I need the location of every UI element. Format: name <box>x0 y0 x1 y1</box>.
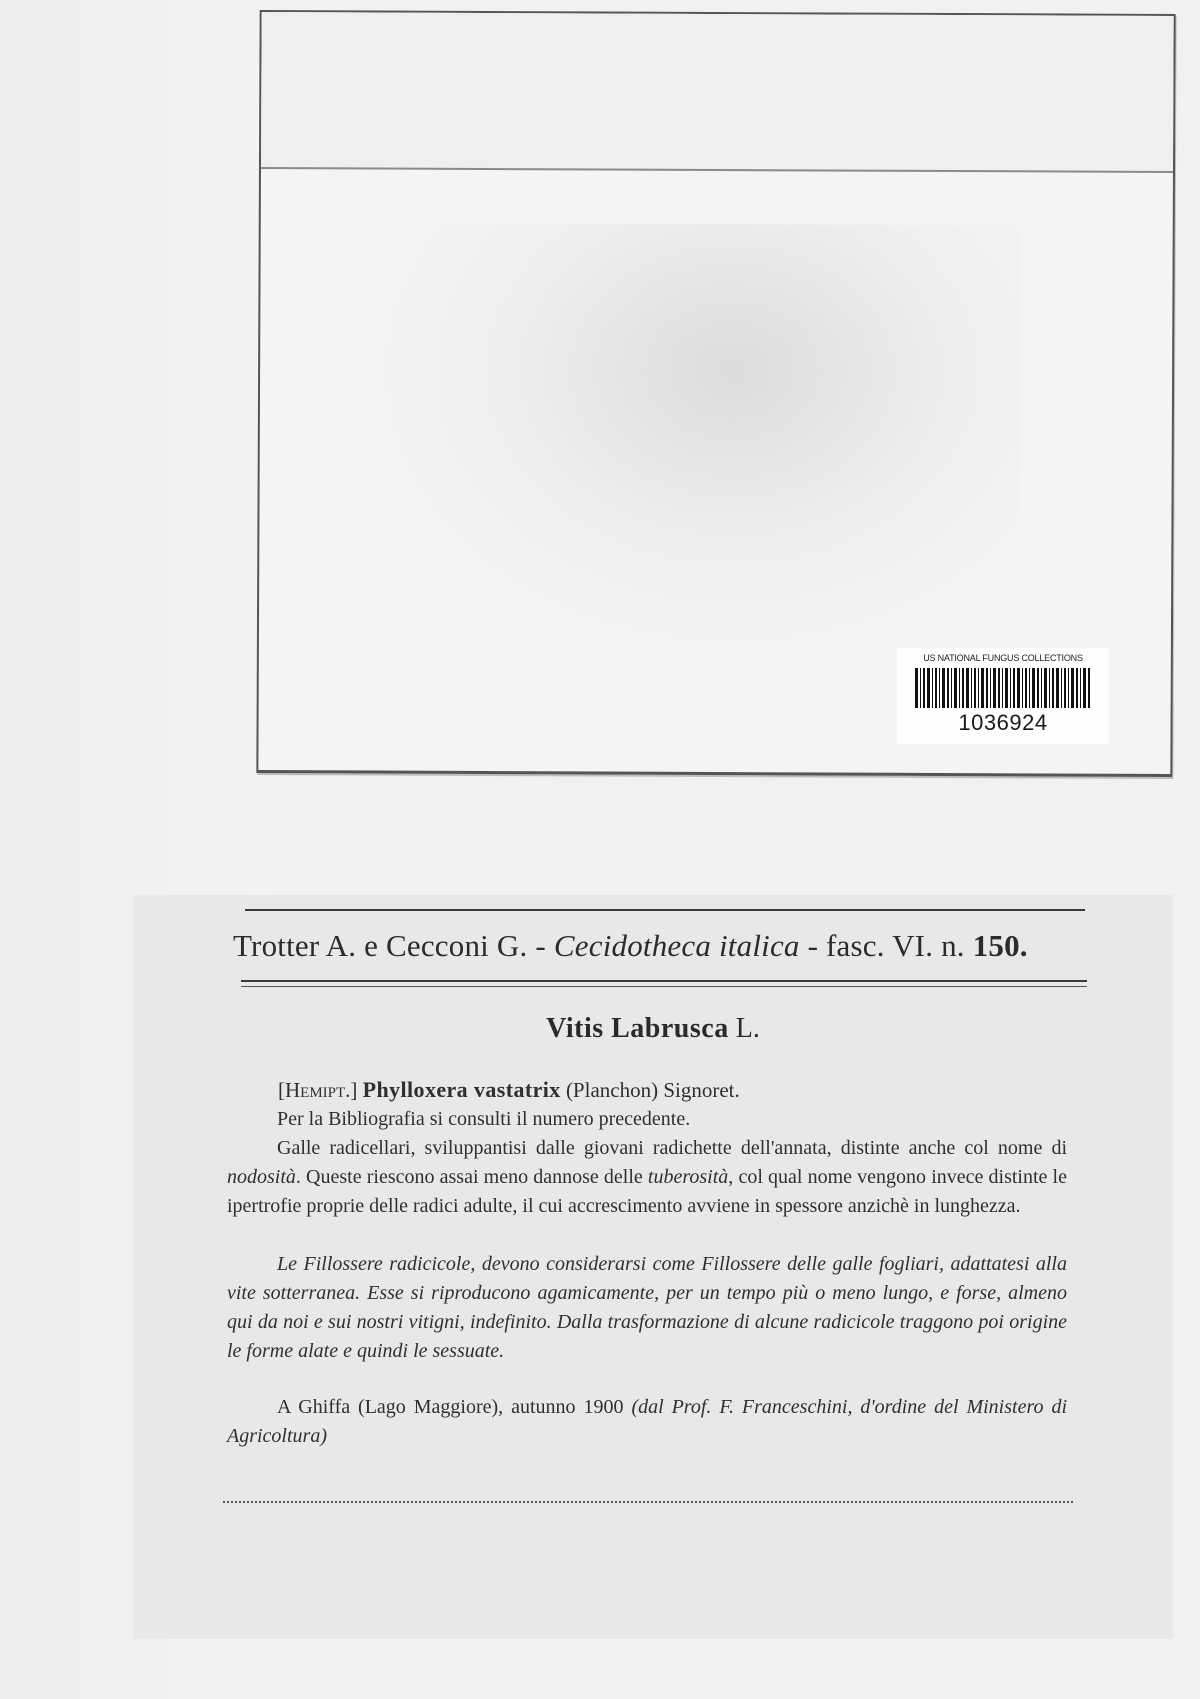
printed-label <box>133 895 1173 1639</box>
description-term: tuberosità <box>647 1166 729 1188</box>
host-authority: L. <box>735 1013 760 1044</box>
parasite-line <box>278 1075 1078 1105</box>
header-series: Cecidotheca italica <box>553 928 800 963</box>
catalog-number: 1036924 <box>958 710 1048 735</box>
collection-name: US NATIONAL FUNGUS COLLECTIONS <box>923 653 1083 663</box>
collection-locality <box>227 1393 1067 1451</box>
parasite-order: [Hemipt.] <box>278 1078 358 1102</box>
description-text: Galle radicellari, sviluppantisi dalle giovani radichette dell'annata, distinte anche col nome di <box>277 1137 1067 1159</box>
header-number: 150. <box>972 928 1028 963</box>
specimen-stain <box>379 223 1021 646</box>
header-authors: Trotter A. e Cecconi G. - <box>233 928 546 963</box>
bottom-rule <box>223 1501 1073 1503</box>
parasite-authority: (Planchon) Signoret. <box>565 1078 740 1102</box>
description-text: . Queste riescono assai meno dannose delle <box>295 1166 648 1188</box>
header-rule-2 <box>241 986 1087 987</box>
label-header <box>233 928 1093 964</box>
description-term: nodosità <box>227 1166 296 1188</box>
collector-text: (dal Prof. F. Franceschini, d'ordine del Ministero di Agricoltura) <box>227 1396 1067 1447</box>
gall-description <box>227 1134 1067 1221</box>
description-text: , col qual nome vengono invece distinte le ipertrofie proprie delle radici adulte, il cui accrescimento avviene in spessore anzichè in lunghezza. <box>227 1166 1067 1217</box>
header-rule-1 <box>241 980 1087 982</box>
header-fascicle: - fasc. VI. n. <box>807 928 965 963</box>
parasite-name: Phylloxera vastatrix <box>362 1077 561 1102</box>
host-name: Vitis Labrusca <box>546 1013 729 1044</box>
top-rule <box>245 909 1085 911</box>
barcode-label <box>897 648 1109 744</box>
biology-note: Le Fillossere radicicole, devono considerarsi come Fillossere delle galle fogliari, adattatesi alla vite sotterranea. Esse si riproducono agamicamente, per un tempo più o meno lungo, e forse, almeno qui da noi e sui nostri vitigni, indefinito. Dalla trasformazione di alcune radicicole traggono poi origine le forme alate e quindi le sessuate. <box>227 1253 1067 1362</box>
host-species <box>133 1013 1173 1045</box>
barcode-image <box>915 668 1091 708</box>
envelope-flap <box>261 12 1174 173</box>
bibliography-note: Per la Bibliografia si consulti il numero precedente. <box>277 1108 691 1130</box>
locality-text: A Ghiffa (Lago Maggiore), autunno 1900 <box>277 1396 624 1418</box>
